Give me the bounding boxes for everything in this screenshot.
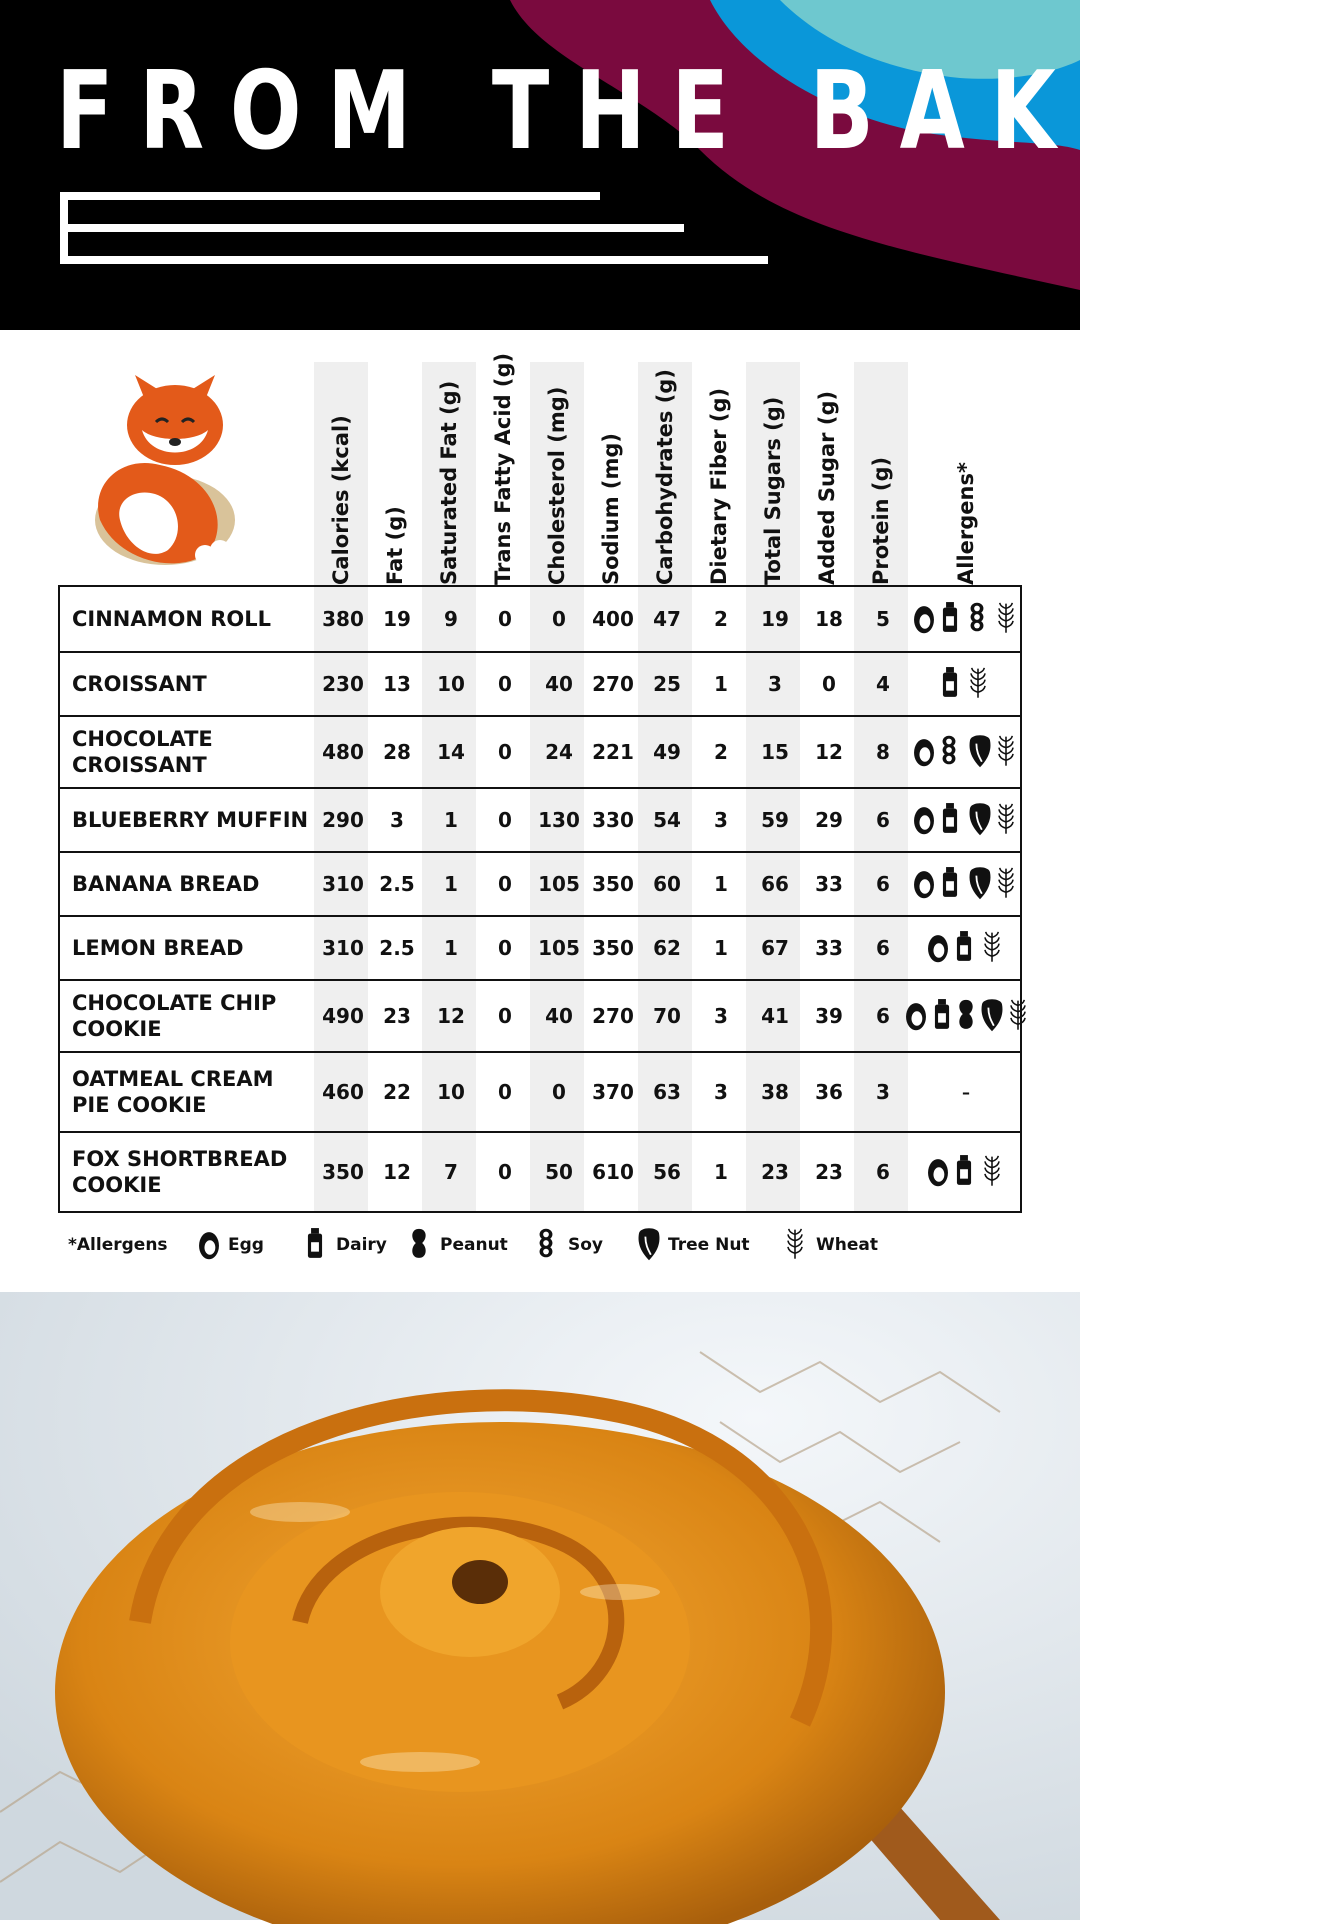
nutrient-value: 105 <box>538 872 580 896</box>
column-header-label: Saturated Fat (g) <box>437 380 461 585</box>
allergen-icons <box>908 653 1024 715</box>
legend-dairy <box>304 1220 387 1270</box>
column-header <box>368 385 422 585</box>
nutrient-value: 4 <box>876 672 890 696</box>
table-row <box>60 587 1020 651</box>
nutrient-value: 3 <box>876 1080 890 1104</box>
dairy-icon <box>939 598 965 640</box>
table-row <box>60 979 1020 1051</box>
nutrient-value: 270 <box>592 1004 634 1028</box>
nutrient-value: 290 <box>322 808 364 832</box>
nutrient-value: 24 <box>545 740 573 764</box>
item-name: BANANA BREAD <box>72 872 260 896</box>
nutrient-value: 3 <box>714 808 728 832</box>
nutrient-value: 59 <box>761 808 789 832</box>
legend-label: Dairy <box>336 1235 387 1255</box>
nutrient-value: 0 <box>498 1004 512 1028</box>
nutrient-value: 12 <box>437 1004 465 1028</box>
egg-icon <box>911 598 937 640</box>
nutrient-value: 480 <box>322 740 364 764</box>
column-header-label: Dietary Fiber (g) <box>707 387 731 585</box>
nutrient-value: 22 <box>383 1080 411 1104</box>
wheat-icon <box>1007 995 1029 1037</box>
dairy-icon <box>931 995 953 1037</box>
column-header-label: Cholesterol (mg) <box>545 386 569 585</box>
wheat-icon <box>995 598 1021 640</box>
egg-icon <box>911 799 937 841</box>
egg-icon <box>911 863 937 905</box>
nutrient-value: 56 <box>653 1160 681 1184</box>
nutrient-value: 6 <box>876 872 890 896</box>
item-name: BLUEBERRY MUFFIN <box>72 808 309 832</box>
table-row <box>60 1051 1020 1131</box>
nutrition-grid <box>58 585 1022 1213</box>
nutrient-value: 105 <box>538 936 580 960</box>
nutrient-value: 18 <box>815 607 843 631</box>
table-row <box>60 1131 1020 1211</box>
item-name: LEMON BREAD <box>72 936 244 960</box>
nutrient-value: 54 <box>653 808 681 832</box>
legend-label: Soy <box>568 1235 604 1255</box>
nutrient-value: 2.5 <box>379 936 415 960</box>
nutrient-value: 29 <box>815 808 843 832</box>
allergen-icons <box>908 717 1024 787</box>
nutrient-value: 3 <box>714 1004 728 1028</box>
nutrient-value: 66 <box>761 872 789 896</box>
allergen-icons <box>908 981 1024 1051</box>
nutrition-table <box>0 330 1080 1255</box>
nutrient-value: 2 <box>714 740 728 764</box>
allergen-icons <box>908 917 1024 979</box>
nutrient-value: 12 <box>383 1160 411 1184</box>
legend-peanut <box>408 1220 508 1270</box>
dairy-icon <box>304 1224 332 1266</box>
table-row <box>60 915 1020 979</box>
wheat-icon <box>967 663 993 705</box>
legend-egg <box>196 1220 264 1270</box>
tree-nut-icon <box>967 731 993 773</box>
nutrient-value: 3 <box>390 808 404 832</box>
nutrient-value: 3 <box>768 672 782 696</box>
dairy-icon <box>953 1151 979 1193</box>
nutrient-value: 7 <box>444 1160 458 1184</box>
nutrient-value: 350 <box>592 936 634 960</box>
nutrient-value: 9 <box>444 607 458 631</box>
table-row <box>60 651 1020 715</box>
wheat-icon <box>995 799 1021 841</box>
dairy-icon <box>939 663 965 705</box>
peanut-icon <box>408 1224 436 1266</box>
nutrient-value: 0 <box>498 1160 512 1184</box>
title-underline-1 <box>60 192 600 200</box>
nutrient-value: 63 <box>653 1080 681 1104</box>
nutrient-value: 62 <box>653 936 681 960</box>
column-header <box>854 385 908 585</box>
nutrient-value: 38 <box>761 1080 789 1104</box>
title-underline-3 <box>60 256 768 264</box>
nutrient-value: 28 <box>383 740 411 764</box>
nutrient-value: 23 <box>815 1160 843 1184</box>
nutrient-value: 33 <box>815 936 843 960</box>
nutrient-value: 0 <box>498 672 512 696</box>
allergen-legend <box>58 1220 1022 1270</box>
title-underline-bracket <box>60 192 68 264</box>
allergen-icons <box>908 1133 1024 1211</box>
nutrient-value: 610 <box>592 1160 634 1184</box>
nutrient-value: 19 <box>761 607 789 631</box>
nutrient-value: 0 <box>822 672 836 696</box>
column-header-label: Trans Fatty Acid (g) <box>491 352 515 585</box>
egg-icon <box>925 927 951 969</box>
nutrient-value: 0 <box>498 872 512 896</box>
column-header-label: Calories (kcal) <box>329 415 353 585</box>
nutrient-value: 130 <box>538 808 580 832</box>
nutrient-value: 23 <box>383 1004 411 1028</box>
soy-icon <box>939 731 965 773</box>
nutrient-value: 0 <box>498 607 512 631</box>
wheat-icon <box>981 927 1007 969</box>
nutrient-value: 14 <box>437 740 465 764</box>
column-header-label: Allergens* <box>954 462 978 585</box>
wheat-icon <box>995 731 1021 773</box>
nutrient-value: 5 <box>876 607 890 631</box>
tree-nut-icon <box>967 863 993 905</box>
allergen-icons <box>908 587 1024 651</box>
egg-icon <box>911 731 937 773</box>
nutrient-value: 1 <box>444 872 458 896</box>
legend-label: Peanut <box>440 1235 508 1255</box>
nutrient-value: 0 <box>498 740 512 764</box>
cinnamon-roll-image <box>0 1292 1080 1920</box>
tree-nut-icon <box>967 799 993 841</box>
nutrient-value: 1 <box>714 872 728 896</box>
wheat-icon <box>981 1151 1007 1193</box>
nutrient-value: 47 <box>653 607 681 631</box>
column-header <box>314 385 368 585</box>
nutrient-value: 1 <box>444 808 458 832</box>
nutrient-value: 221 <box>592 740 634 764</box>
column-header-label: Carbohydrates (g) <box>653 369 677 585</box>
egg-icon <box>925 1151 951 1193</box>
tree-nut-icon <box>979 995 1005 1037</box>
table-row <box>60 787 1020 851</box>
item-name: CHOCOLATE CROISSANT <box>72 727 213 777</box>
allergen-icons <box>908 1053 1024 1131</box>
column-header <box>422 380 476 585</box>
nutrient-value: 23 <box>761 1160 789 1184</box>
nutrient-value: 67 <box>761 936 789 960</box>
legend-label: Tree Nut <box>668 1235 750 1255</box>
nutrient-value: 60 <box>653 872 681 896</box>
column-header-label: Fat (g) <box>383 506 407 585</box>
nutrient-value: 40 <box>545 1004 573 1028</box>
legend-title: *Allergens <box>68 1235 168 1255</box>
column-header-label: Total Sugars (g) <box>761 396 785 585</box>
legend-wheat <box>784 1220 878 1270</box>
nutrient-value: 330 <box>592 808 634 832</box>
nutrient-value: 2.5 <box>379 872 415 896</box>
legend-tree-nut <box>636 1220 750 1270</box>
wheat-icon <box>784 1224 812 1266</box>
nutrient-value: 0 <box>552 1080 566 1104</box>
cinnamon-roll-photo <box>0 1292 1080 1920</box>
soy-icon <box>967 598 993 640</box>
soy-icon <box>536 1224 564 1266</box>
nutrient-value: 1 <box>444 936 458 960</box>
legend-label: Wheat <box>816 1235 878 1255</box>
nutrient-value: 70 <box>653 1004 681 1028</box>
nutrient-value: 270 <box>592 672 634 696</box>
item-name: FOX SHORTBREAD COOKIE <box>72 1147 288 1197</box>
column-header-label: Protein (g) <box>869 456 893 585</box>
nutrient-value: 310 <box>322 872 364 896</box>
wheat-icon <box>995 863 1021 905</box>
nutrient-value: 50 <box>545 1160 573 1184</box>
dairy-icon <box>953 927 979 969</box>
nutrient-value: 36 <box>815 1080 843 1104</box>
item-name: OATMEAL CREAM PIE COOKIE <box>72 1067 274 1117</box>
column-header <box>746 385 800 585</box>
item-name: CINNAMON ROLL <box>72 607 272 631</box>
nutrient-value: 0 <box>498 1080 512 1104</box>
nutrient-value: 350 <box>592 872 634 896</box>
column-header <box>476 352 530 585</box>
egg-icon <box>196 1224 224 1266</box>
allergen-icons <box>908 853 1024 915</box>
no-allergens-mark: – <box>962 1082 970 1102</box>
item-name: CROISSANT <box>72 672 207 696</box>
nutrient-value: 19 <box>383 607 411 631</box>
nutrient-value: 49 <box>653 740 681 764</box>
fox-cookie-icon <box>90 370 260 570</box>
page-title: FROM THE BAKERY <box>56 49 1338 174</box>
nutrient-value: 39 <box>815 1004 843 1028</box>
nutrient-value: 12 <box>815 740 843 764</box>
nutrient-value: 15 <box>761 740 789 764</box>
nutrient-value: 2 <box>714 607 728 631</box>
item-name: CHOCOLATE CHIP COOKIE <box>72 991 277 1041</box>
column-header <box>800 385 854 585</box>
header-banner <box>0 0 1338 330</box>
nutrient-value: 40 <box>545 672 573 696</box>
legend-soy <box>536 1220 603 1270</box>
nutrient-value: 0 <box>498 936 512 960</box>
table-row <box>60 715 1020 787</box>
column-header <box>530 385 584 585</box>
dairy-icon <box>939 799 965 841</box>
nutrient-value: 33 <box>815 872 843 896</box>
nutrient-value: 10 <box>437 672 465 696</box>
column-header-label: Added Sugar (g) <box>815 390 839 585</box>
column-header <box>638 369 692 585</box>
nutrient-value: 6 <box>876 808 890 832</box>
allergen-icons <box>908 789 1024 851</box>
nutrient-value: 460 <box>322 1080 364 1104</box>
column-header <box>584 385 638 585</box>
column-header-label: Sodium (mg) <box>599 432 623 585</box>
nutrient-value: 1 <box>714 672 728 696</box>
title-underline-2 <box>60 224 684 232</box>
dairy-icon <box>939 863 965 905</box>
nutrient-value: 490 <box>322 1004 364 1028</box>
nutrient-value: 0 <box>552 607 566 631</box>
nutrient-value: 13 <box>383 672 411 696</box>
nutrient-value: 6 <box>876 1004 890 1028</box>
nutrient-value: 41 <box>761 1004 789 1028</box>
table-row <box>60 851 1020 915</box>
column-header <box>692 385 746 585</box>
nutrient-value: 350 <box>322 1160 364 1184</box>
nutrient-value: 370 <box>592 1080 634 1104</box>
nutrient-value: 3 <box>714 1080 728 1104</box>
tree-nut-icon <box>636 1224 664 1266</box>
nutrient-value: 6 <box>876 936 890 960</box>
nutrient-value: 1 <box>714 936 728 960</box>
nutrient-value: 25 <box>653 672 681 696</box>
nutrient-value: 310 <box>322 936 364 960</box>
nutrient-value: 6 <box>876 1160 890 1184</box>
nutrient-value: 10 <box>437 1080 465 1104</box>
nutrient-value: 380 <box>322 607 364 631</box>
egg-icon <box>903 995 929 1037</box>
nutrient-value: 230 <box>322 672 364 696</box>
nutrient-value: 400 <box>592 607 634 631</box>
nutrient-value: 1 <box>714 1160 728 1184</box>
legend-label: Egg <box>228 1235 264 1255</box>
nutrient-value: 8 <box>876 740 890 764</box>
nutrient-value: 0 <box>498 808 512 832</box>
peanut-icon <box>955 995 977 1037</box>
column-header <box>908 385 1024 585</box>
